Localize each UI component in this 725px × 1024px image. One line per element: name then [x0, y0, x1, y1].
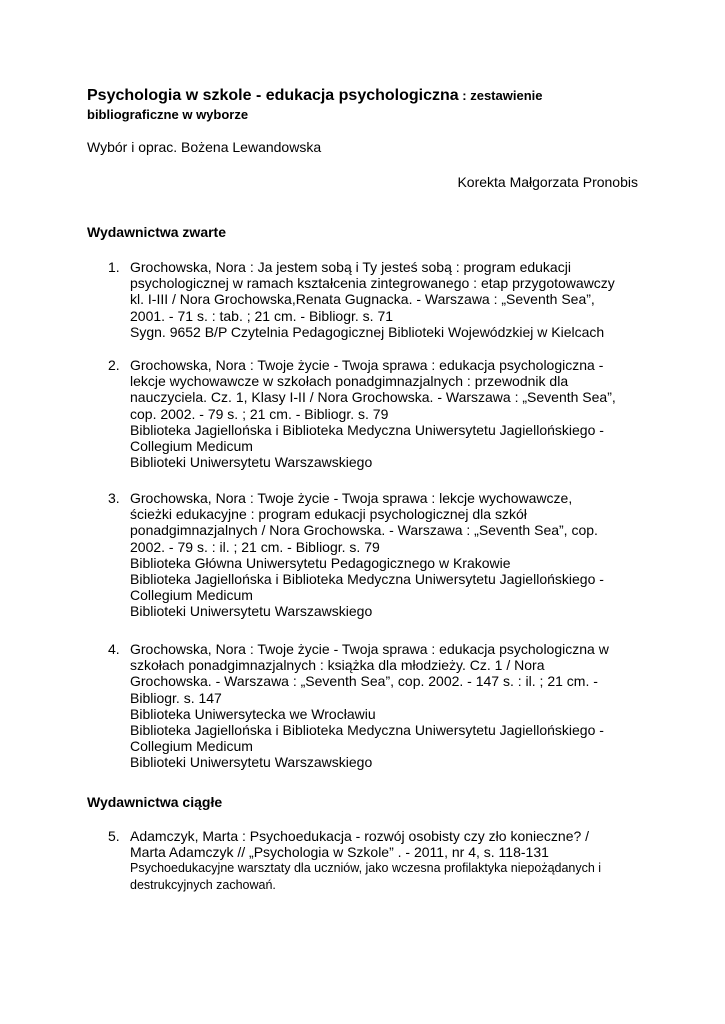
entry-number: 3. [108, 490, 120, 506]
entry-line: psychologicznej w ramach kształcenia zintegrowanego : etap przygotowawczy [130, 275, 615, 292]
bibliography-entry-4 [108, 641, 648, 771]
entry-line: Marta Adamczyk // „Psychologia w Szkole” . - 2011, nr 4, s. 118-131 [130, 844, 549, 861]
bibliography-entry-5 [108, 828, 648, 893]
entry-annotation: Psychoedukacyjne warsztaty dla uczniów, jako wczesna profilaktyka niepożądanych i [130, 861, 602, 876]
entry-holdings-line: Biblioteka Jagiellońska i Biblioteka Medyczna Uniwersytetu Jagiellońskiego - [130, 421, 604, 438]
entry-holdings-line: Collegium Medicum [130, 587, 253, 604]
entry-number: 1. [108, 259, 120, 275]
entry-line: Grochowska, Nora : Twoje życie - Twoja sprawa : edukacja psychologiczna - [130, 357, 604, 373]
entry-line: kl. I-III / Nora Grochowska,Renata Gugnacka. - Warszawa : „Seventh Sea”, [130, 291, 595, 308]
entry-holdings-line: Sygn. 9652 B/P Czytelnia Pedagogicznej Biblioteki Wojewódzkiej w Kielcach [130, 323, 605, 340]
entry-line: Grochowska, Nora : Twoje życie - Twoja sprawa : lekcje wychowawcze, [130, 490, 573, 506]
entry-holdings-line: Collegium Medicum [130, 738, 253, 755]
entry-line: ścieżki edukacyjne : program edukacji psychologicznej dla szkół [130, 506, 527, 523]
entry-number: 4. [108, 641, 120, 657]
bibliography-entry-3 [108, 490, 648, 620]
bibliography-entry-1 [108, 259, 648, 340]
entry-holdings-line: Biblioteki Uniwersytetu Warszawskiego [130, 754, 373, 771]
entry-annotation: destrukcyjnych zachowań. [130, 877, 276, 892]
document-title [87, 86, 647, 124]
entry-line: 2001. - 71 s. : tab. ; 21 cm. - Bibliogr. s. 71 [130, 307, 394, 324]
entry-text [130, 828, 648, 893]
entry-text [130, 259, 648, 340]
entry-line: lekcje wychowawcze w szkołach ponadgimnazjalnych : przewodnik dla [130, 373, 569, 390]
entry-holdings-line: Biblioteka Jagiellońska i Biblioteka Medyczna Uniwersytetu Jagiellońskiego - [130, 571, 604, 588]
entry-line: Grochowska, Nora : Twoje życie - Twoja sprawa : edukacja psychologiczna w [130, 641, 609, 657]
title-subtitle-part-2: bibliograficzne w wyborze [87, 107, 249, 122]
entry-line: nauczyciela. Cz. 1, Klasy I-II / Nora Grochowska. - Warszawa : „Seventh Sea”, [130, 389, 616, 406]
entry-holdings-line: Biblioteka Główna Uniwersytetu Pedagogicznego w Krakowie [130, 554, 511, 571]
entry-text [130, 641, 648, 771]
entry-text [130, 490, 648, 620]
proofreader-credit: Korekta Małgorzata Pronobis [457, 174, 638, 190]
entry-line: 2002. - 79 s. : il. ; 21 cm. - Bibliogr. s. 79 [130, 538, 380, 555]
entry-number: 2. [108, 357, 120, 373]
section-heading-serials: Wydawnictwa ciągłe [87, 794, 223, 810]
title-main: Psychologia w szkole - edukacja psychologiczna [87, 87, 459, 104]
entry-line: Bibliogr. s. 147 [130, 689, 222, 706]
title-subtitle-part-1: : zestawienie [458, 88, 543, 103]
compiler-credit: Wybór i oprac. Bożena Lewandowska [87, 139, 322, 155]
bibliography-entry-2 [108, 357, 648, 470]
entry-text [130, 357, 648, 470]
entry-line: Adamczyk, Marta : Psychoedukacja - rozwój osobisty czy zło konieczne? / [130, 828, 590, 844]
entry-holdings-line: Collegium Medicum [130, 438, 253, 455]
entry-line: Grochowska. - Warszawa : „Seventh Sea”, cop. 2002. - 147 s. : il. ; 21 cm. - [130, 673, 598, 690]
entry-holdings-line: Biblioteki Uniwersytetu Warszawskiego [130, 603, 373, 620]
entry-line: ponadgimnazjalnych / Nora Grochowska. - Warszawa : „Seventh Sea”, cop. [130, 522, 598, 539]
entry-number: 5. [108, 828, 120, 844]
entry-line: cop. 2002. - 79 s. ; 21 cm. - Bibliogr. s. 79 [130, 405, 389, 422]
section-heading-monographs: Wydawnictwa zwarte [87, 224, 227, 240]
entry-holdings-line: Biblioteki Uniwersytetu Warszawskiego [130, 454, 373, 471]
entry-line: Grochowska, Nora : Ja jestem sobą i Ty jesteś sobą : program edukacji [130, 259, 571, 275]
entry-holdings-line: Biblioteka Uniwersytecka we Wrocławiu [130, 705, 376, 722]
entry-line: szkołach ponadgimnazjalnych : książka dla młodzieży. Cz. 1 / Nora [130, 657, 545, 674]
entry-holdings-line: Biblioteka Jagiellońska i Biblioteka Medyczna Uniwersytetu Jagiellońskiego - [130, 722, 604, 739]
